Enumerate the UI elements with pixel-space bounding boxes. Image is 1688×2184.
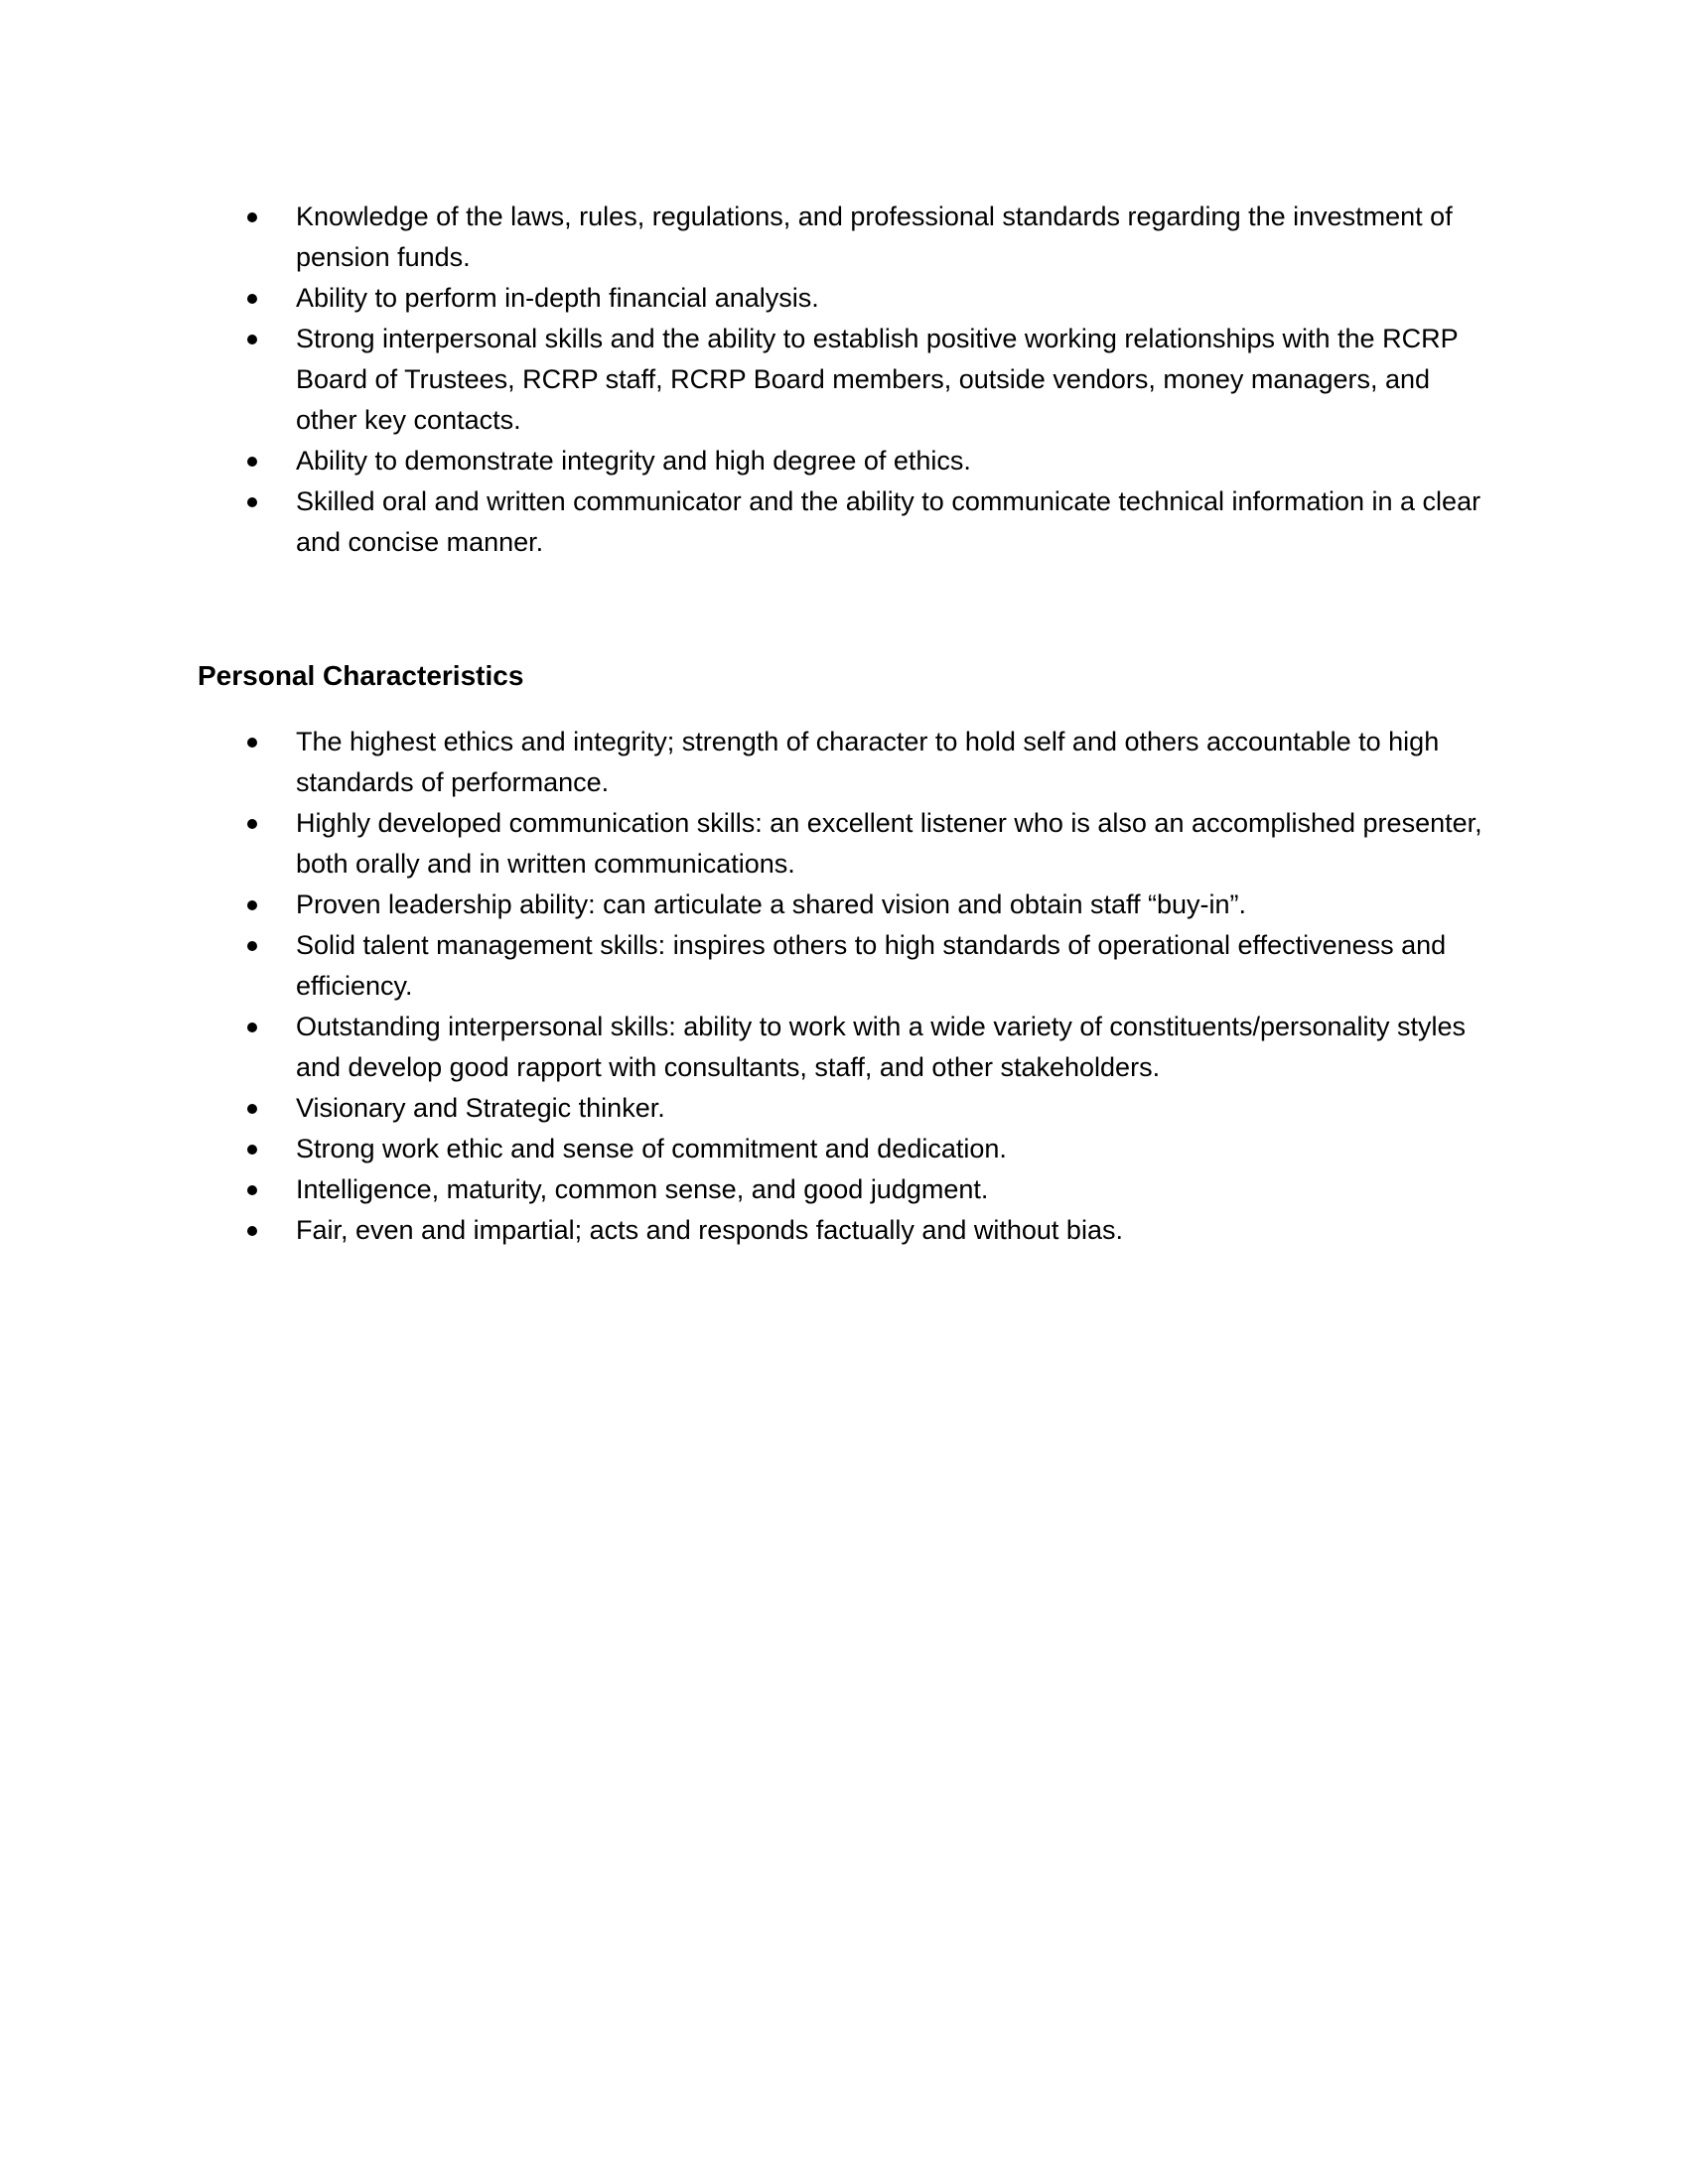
list-item-text: Strong work ethic and sense of commitment and dedication. — [296, 1134, 1007, 1163]
list-item-text: Strong interpersonal skills and the ability to establish positive working relationships with the RCRP Board of Trustees, RCRP staff, RCRP Board members, outside vendors, money managers, and other key contacts. — [296, 324, 1459, 435]
bullet-icon — [247, 212, 257, 222]
list-item-text: The highest ethics and integrity; strength of character to hold self and others accountable to high standards of performance. — [296, 727, 1440, 797]
list-item-text: Intelligence, maturity, common sense, and good judgment. — [296, 1174, 989, 1204]
personal-characteristics-list — [198, 722, 1488, 1251]
list-item — [198, 925, 1488, 1007]
bullet-icon — [247, 294, 257, 304]
bullet-icon — [247, 941, 257, 951]
list-item-text: Highly developed communication skills: an excellent listener who is also an accomplished presenter, both orally and in written communications. — [296, 808, 1482, 879]
list-item — [198, 1088, 1488, 1129]
bullet-icon — [247, 738, 257, 748]
list-item — [198, 197, 1488, 278]
list-item — [198, 1169, 1488, 1210]
list-item-text: Ability to demonstrate integrity and high degree of ethics. — [296, 446, 971, 476]
list-item-text: Proven leadership ability: can articulate a shared vision and obtain staff “buy-in”. — [296, 889, 1247, 919]
bullet-icon — [247, 819, 257, 829]
list-item-text: Skilled oral and written communicator and the ability to communicate technical information in a clear and concise manner. — [296, 486, 1481, 557]
page-content — [198, 197, 1488, 1251]
list-item-text: Solid talent management skills: inspires others to high standards of operational effectiveness and efficiency. — [296, 930, 1447, 1001]
bullet-icon — [247, 900, 257, 910]
bullet-icon — [247, 335, 257, 344]
list-item — [198, 441, 1488, 481]
list-item — [198, 803, 1488, 885]
list-item — [198, 1129, 1488, 1169]
list-item — [198, 481, 1488, 563]
bullet-icon — [247, 1023, 257, 1032]
bullet-icon — [247, 1104, 257, 1114]
bullet-icon — [247, 1185, 257, 1195]
list-item-text: Fair, even and impartial; acts and responds factually and without bias. — [296, 1215, 1123, 1245]
qualifications-list — [198, 197, 1488, 563]
list-item-text: Ability to perform in-depth financial analysis. — [296, 283, 819, 313]
list-item-text: Knowledge of the laws, rules, regulations, and professional standards regarding the investment of pension funds. — [296, 202, 1453, 272]
bullet-icon — [247, 457, 257, 467]
bullet-icon — [247, 1145, 257, 1155]
list-item-text: Visionary and Strategic thinker. — [296, 1093, 665, 1123]
bullet-icon — [247, 1226, 257, 1236]
list-item — [198, 885, 1488, 925]
section-heading: Personal Characteristics — [198, 660, 524, 691]
list-item — [198, 319, 1488, 441]
bullet-icon — [247, 497, 257, 507]
list-item — [198, 1210, 1488, 1251]
list-item — [198, 722, 1488, 803]
list-item-text: Outstanding interpersonal skills: ability to work with a wide variety of constituents/personality styles and develop good rapport with consultants, staff, and other stakeholders. — [296, 1012, 1467, 1082]
list-item — [198, 278, 1488, 319]
list-item — [198, 1007, 1488, 1088]
